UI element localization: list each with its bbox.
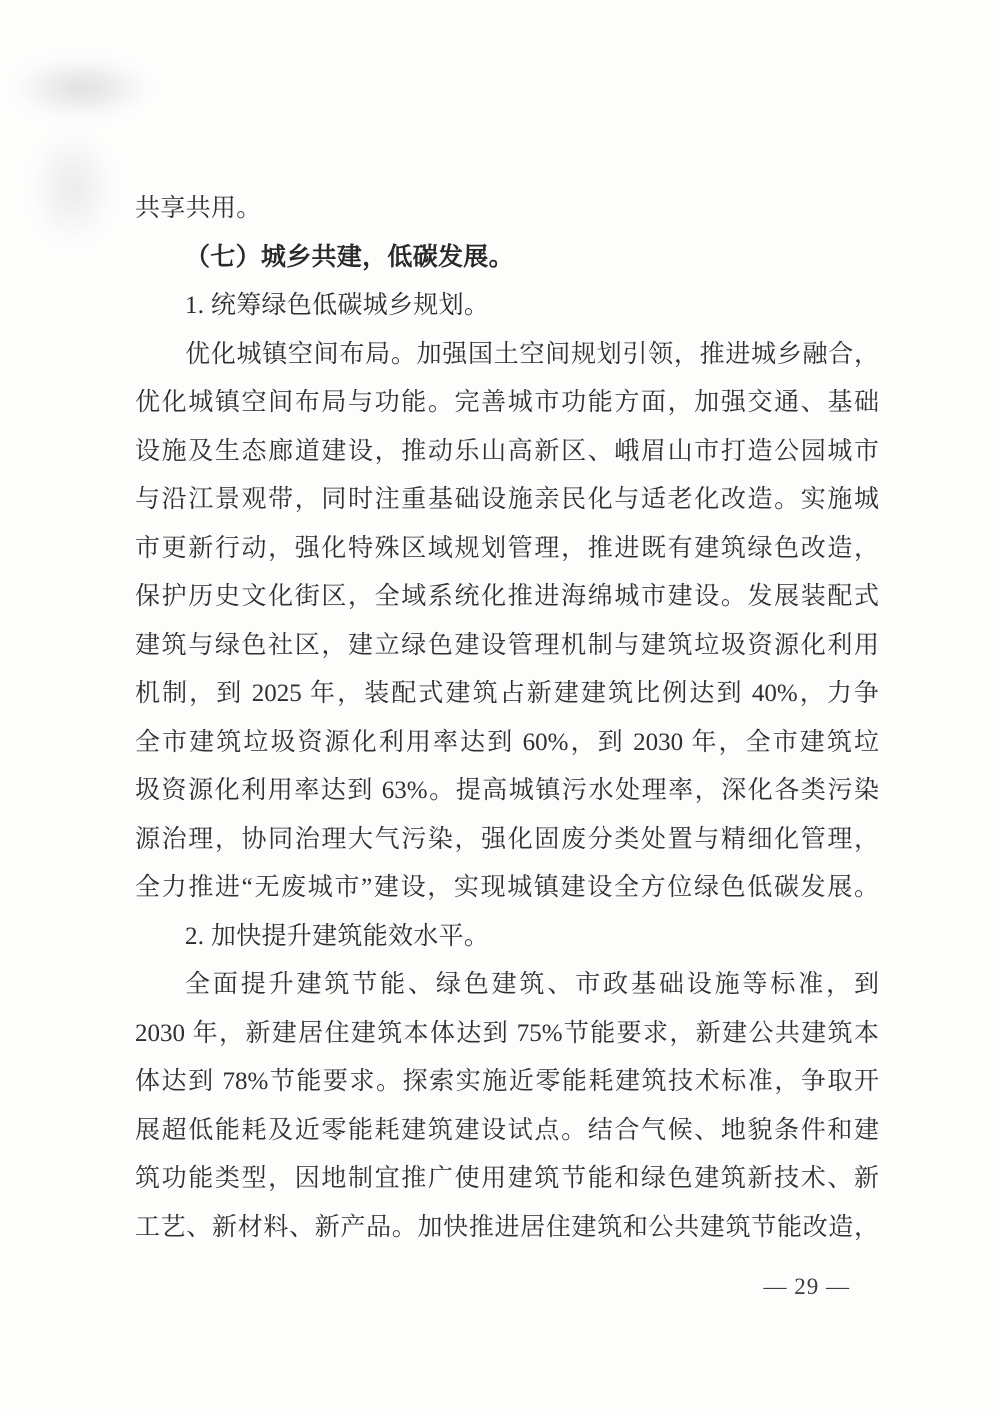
- paragraph-line: 全市建筑垃圾资源化利用率达到 60%，到 2030 年，全市建筑垃: [135, 728, 879, 756]
- paragraph-line: 建筑与绿色社区，建立绿色建设管理机制与建筑垃圾资源化利用: [135, 631, 879, 659]
- scan-smudge: [12, 58, 152, 118]
- paragraph-line: 与沿江景观带，同时注重基础设施亲民化与适老化改造。实施城: [135, 486, 879, 513]
- paragraph-line: 体达到 78%节能要求。探索实施近零能耗建筑技术标准，争取开: [135, 1068, 879, 1095]
- scan-smudge: [30, 130, 115, 245]
- paragraph-line: 展超低能耗及近零能耗建筑建设试点。结合气候、地貌条件和建: [135, 1116, 879, 1144]
- paragraph-line: 工艺、新材料、新产品。加快推进居住建筑和公共建筑节能改造，: [135, 1213, 879, 1241]
- paragraph-line: 市更新行动，强化特殊区域规划管理，推进既有建筑绿色改造，: [135, 534, 879, 562]
- paragraph-line: 保护历史文化街区，全域系统化推进海绵城市建设。发展装配式: [135, 583, 879, 610]
- paragraph-line: 优化城镇空间布局。加强国土空间规划引领，推进城乡融合，: [185, 340, 879, 368]
- paragraph-line: 机制，到 2025 年，装配式建筑占新建建筑比例达到 40%，力争: [135, 680, 879, 707]
- document-body: [135, 185, 879, 1252]
- section-heading: （七）城乡共建，低碳发展。: [185, 243, 514, 271]
- trailing-paragraph-line: 共享共用。: [135, 195, 262, 222]
- numbered-heading: 2. 加快提升建筑能效水平。: [185, 922, 490, 950]
- page-number: — 29 —: [763, 1274, 850, 1299]
- paragraph-line: 圾资源化利用率达到 63%。提高城镇污水处理率，深化各类污染: [135, 777, 879, 804]
- paragraph-line: 全力推进“无废城市”建设，实现城镇建设全方位绿色低碳发展。: [135, 874, 879, 901]
- paragraph-line: 源治理，协同治理大气污染，强化固废分类处置与精细化管理，: [135, 825, 879, 853]
- numbered-heading: 1. 统筹绿色低碳城乡规划。: [185, 292, 490, 319]
- paragraph-line: 2030 年，新建居住建筑本体达到 75%节能要求，新建公共建筑本: [135, 1019, 879, 1047]
- paragraph-line: 全面提升建筑节能、绿色建筑、市政基础设施等标准，到: [185, 971, 879, 998]
- paragraph-line: 优化城镇空间布局与功能。完善城市功能方面，加强交通、基础: [135, 389, 879, 416]
- paragraph-line: 筑功能类型，因地制宜推广使用建筑节能和绿色建筑新技术、新: [135, 1165, 879, 1192]
- paragraph-line: 设施及生态廊道建设，推动乐山高新区、峨眉山市打造公园城市: [135, 437, 879, 465]
